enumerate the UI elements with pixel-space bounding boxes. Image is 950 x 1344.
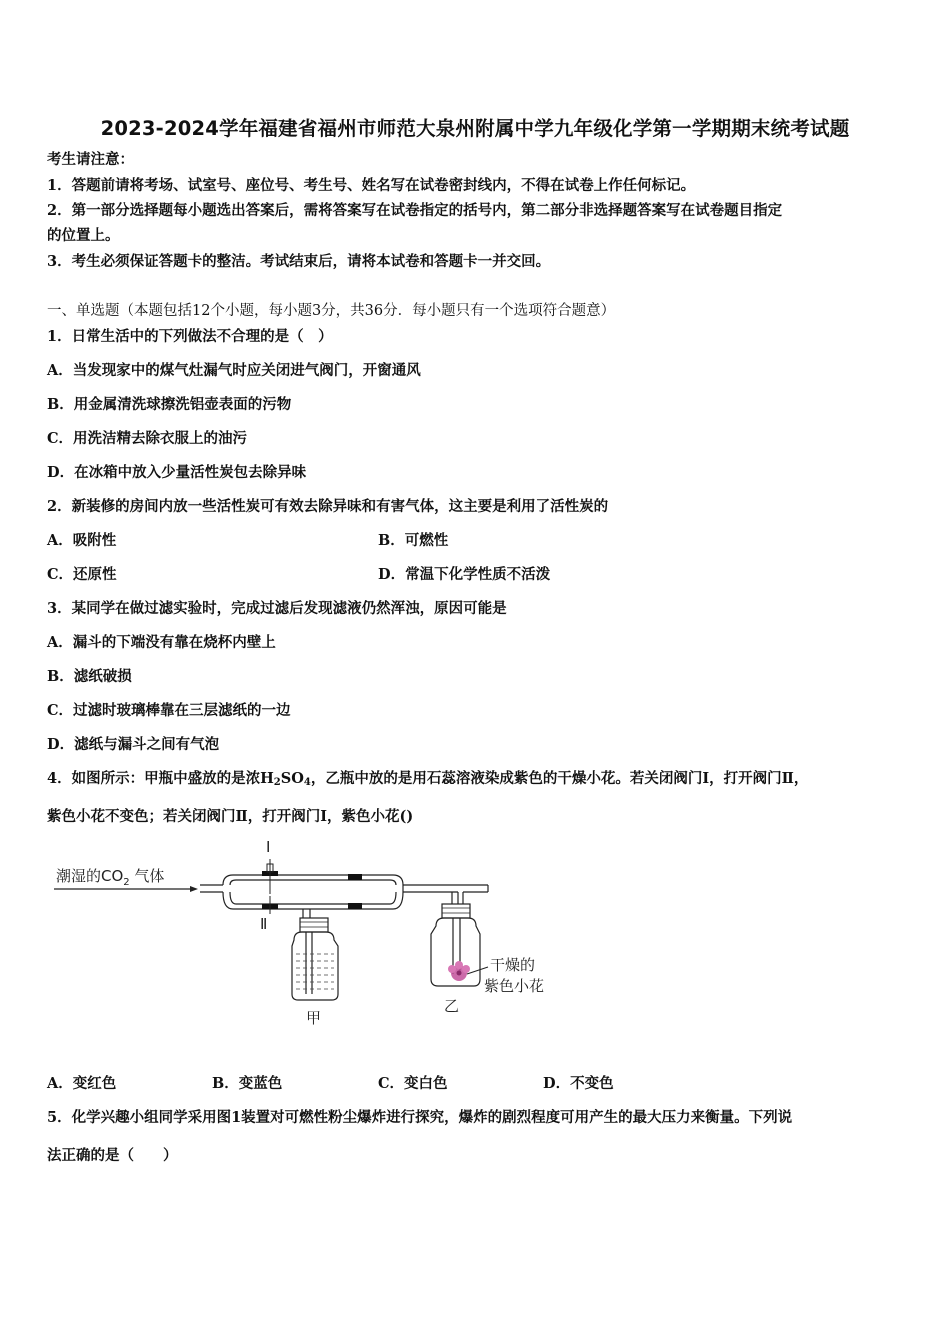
question-4-option-a: A．变红色: [47, 1075, 117, 1092]
question-5-stem-line2: 法正确的是（ ）: [47, 1147, 178, 1164]
question-2-option-d: D．常温下化学性质不活泼: [378, 566, 551, 583]
question-4-option-c: C．变白色: [378, 1075, 448, 1092]
question-4-stem: 4．如图所示：甲瓶中盛放的是浓$H_2SO_4$，乙瓶中放的是用石蕊溶液染成紫色的干燥小花。若关闭阀门Ⅰ，打开阀门Ⅱ，: [47, 770, 809, 788]
question-3-option-a: A．漏斗的下端没有靠在烧杯内壁上: [47, 634, 276, 651]
question-1-stem: 1．日常生活中的下列做法不合理的是（ ）: [47, 328, 333, 345]
bottle-jia: [292, 918, 338, 1000]
flower-label-line1: 干燥的: [490, 956, 536, 974]
question-2-option-c: C．还原性: [47, 566, 117, 583]
svg-text:Ⅱ: Ⅱ: [260, 915, 268, 933]
question-2-option-a: A．吸附性: [47, 532, 117, 549]
question-2-stem: 2．新装修的房间内放一些活性炭可有效去除异味和有害气体，这主要是利用了活性炭的: [47, 498, 609, 515]
question-4-option-b: B．变蓝色: [212, 1075, 283, 1092]
question-1-option-b: B．用金属清洗球擦洗铝壶表面的污物: [47, 396, 292, 413]
flower-pointer: [467, 967, 488, 974]
question-1-option-c: C．用洗洁精去除衣服上的油污: [47, 430, 248, 447]
question-3-option-d: D．滤纸与漏斗之间有气泡: [47, 736, 220, 753]
gas-label: 潮湿的$CO_2$ 气体: [56, 867, 165, 888]
flower-label-line2: 紫色小花: [484, 977, 545, 995]
section-heading: 一、单选题（本题包括12个小题，每小题3分，共36分．每小题只有一个选项符合题意）: [47, 303, 616, 319]
notice-item: 3．考生必须保证答题卡的整洁。考试结束后，请将本试卷和答题卡一并交回。: [47, 253, 551, 270]
question-4-option-d: D．不变色: [543, 1075, 614, 1092]
page-title: 2023-2024学年福建省福州市师范大泉州附属中学九年级化学第一学期期末统考试题: [100, 117, 850, 140]
svg-text:Ⅰ: Ⅰ: [266, 838, 271, 856]
valve-ii: [260, 896, 278, 933]
question-3-option-b: B．滤纸破损: [47, 668, 132, 685]
question-1-option-d: D．在冰箱中放入少量活性炭包去除异味: [47, 464, 307, 481]
rubber-connector: [348, 874, 362, 880]
question-3-stem: 3．某同学在做过滤实验时，完成过滤后发现滤液仍然浑浊，原因可能是: [47, 600, 507, 617]
notice-item: 的位置上。: [47, 227, 120, 244]
notice-item: 2．第一部分选择题每小题选出答案后，需将答案写在试卷指定的括号内，第二部分非选择题答案写在试卷题目指定: [47, 202, 783, 219]
bottle-yi-label: 乙: [444, 997, 460, 1015]
valve-i: [262, 838, 278, 894]
notice-item: 1．答题前请将考场、试室号、座位号、考生号、姓名写在试卷密封线内，不得在试卷上作任何标记。: [47, 177, 696, 194]
experiment-apparatus-diagram: [48, 834, 568, 1034]
bottle-jia-label: 甲: [306, 1009, 322, 1027]
purple-flower: [448, 961, 470, 981]
rubber-connector: [348, 903, 362, 909]
question-4-stem-line2: 紫色小花不变色；若关闭阀门Ⅱ，打开阀门Ⅰ，紫色小花(): [47, 808, 414, 825]
question-2-option-b: B．可燃性: [378, 532, 449, 549]
question-5-stem: 5．化学兴趣小组同学采用图1装置对可燃性粉尘爆炸进行探究，爆炸的剧烈程度可用产生的最大压力来衡量。下列说: [47, 1109, 793, 1126]
question-1-option-a: A．当发现家中的煤气灶漏气时应关闭进气阀门，开窗通风: [47, 362, 421, 379]
question-3-option-c: C．过滤时玻璃棒靠在三层滤纸的一边: [47, 702, 291, 719]
notice-heading: 考生请注意：: [47, 151, 134, 168]
